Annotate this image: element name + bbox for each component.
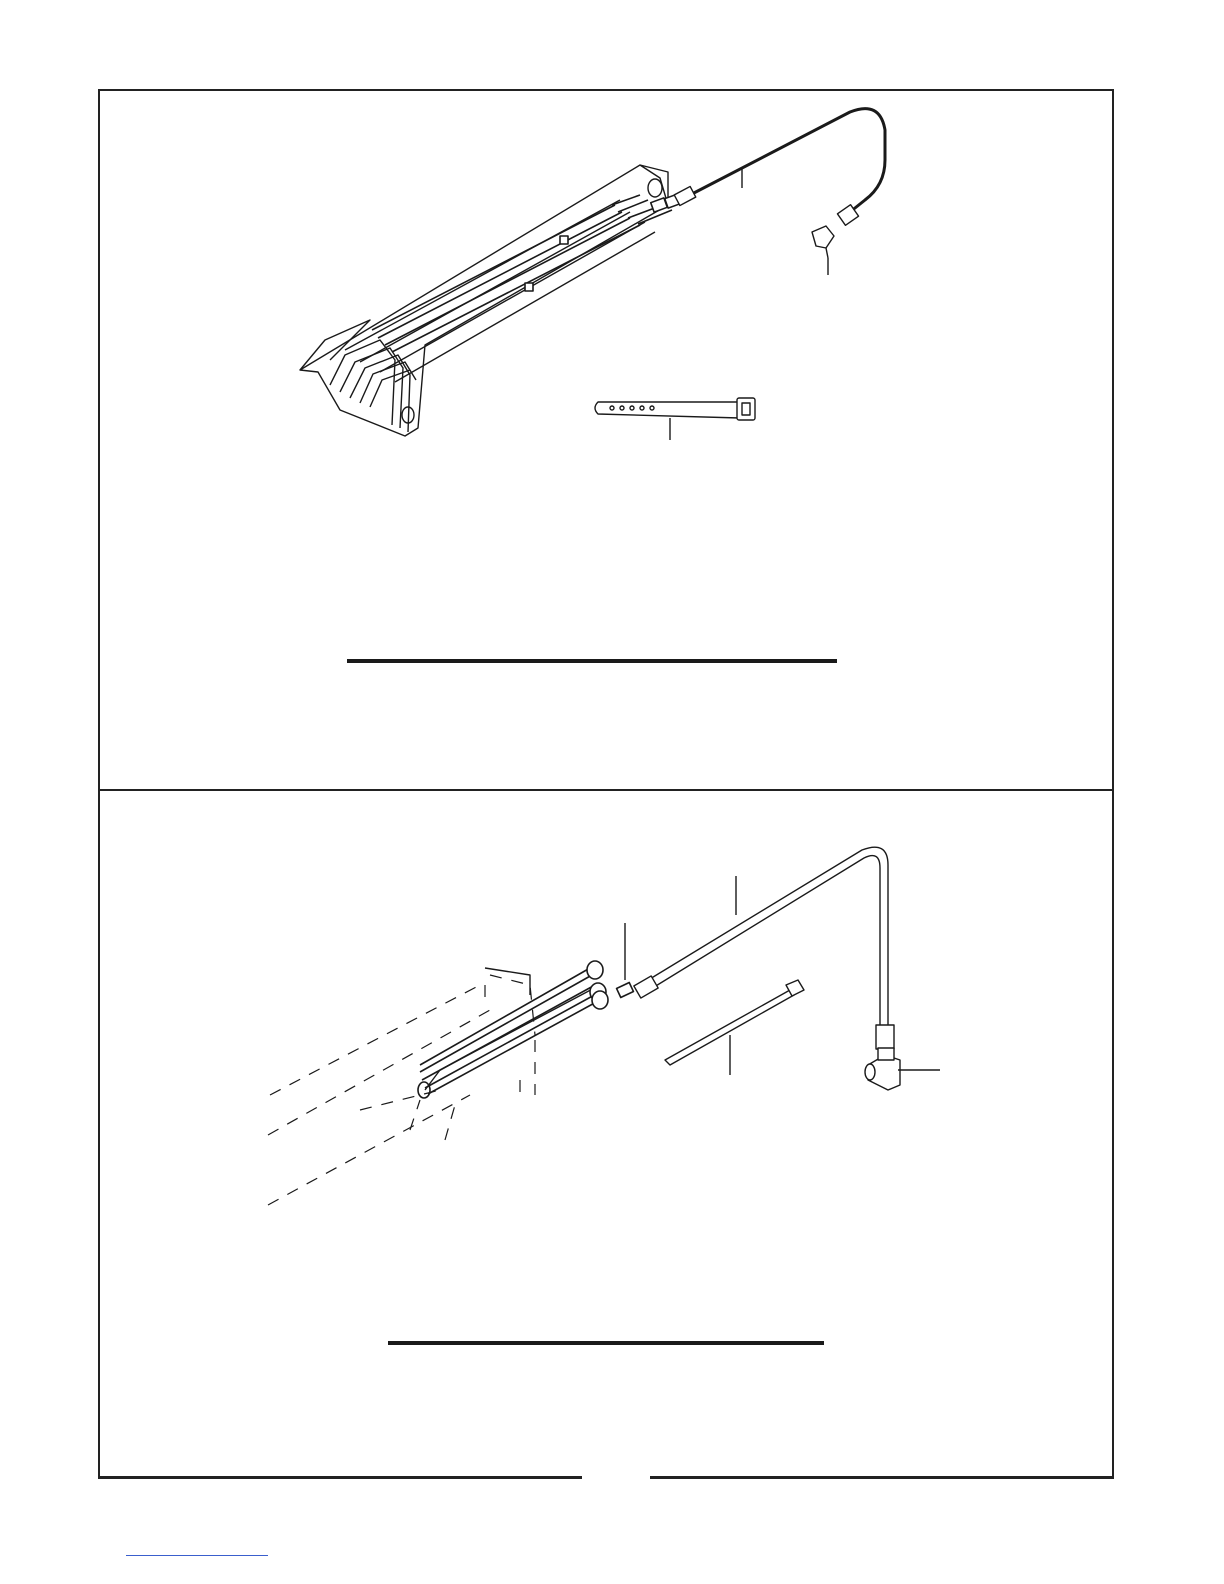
footer-link[interactable] <box>126 1555 268 1556</box>
boom-hoses-bottom <box>418 961 633 1098</box>
figure-bottom-title-rule <box>388 1341 824 1345</box>
boom-end <box>425 968 600 1090</box>
tee-fitting <box>865 1048 900 1090</box>
new-hose-bottom <box>634 847 894 1049</box>
phantom-boom <box>268 975 535 1205</box>
panel-bottom-edge-left <box>98 1476 582 1479</box>
cable-tie <box>665 980 804 1065</box>
panel-bottom-edge-right <box>650 1476 1114 1479</box>
